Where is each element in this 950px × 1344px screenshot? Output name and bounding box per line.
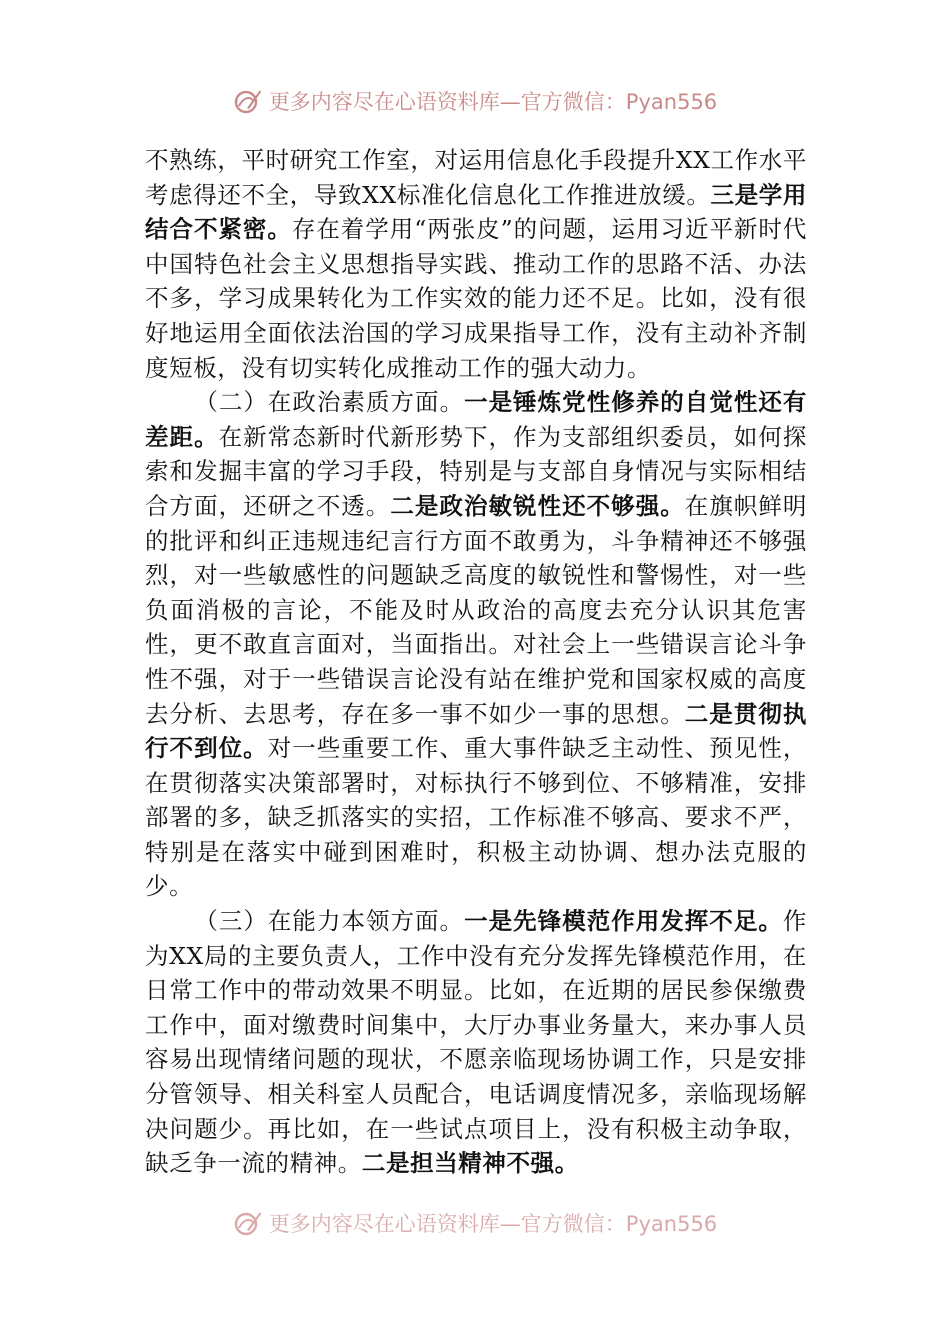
watermark-header [0,86,950,116]
bold-heading: 一是先锋模范作用发挥不足。 [464,907,783,936]
watermark-text: 更多内容尽在心语资料库—官方微信：Pyan556 [268,90,718,114]
text-run: 作为XX局的主要负责人，工作中没有充分发挥先锋模范作用，在日常工作中的带动效果不明显。比如，在近期的居民参保缴费工作中，面对缴费时间集中，大厅办事业务量大，来办事人员容易出现情绪问题的现状，不愿亲临现场协调工作，只是安排分管领导、相关科室人员配合，电话调度情况多，亲临现场解决问题少。再比如，在一些试点项目上，没有积极主动争取，缺乏争一流的精神。 [145,907,807,1178]
text-run: 在新常态新时代新形势下，作为支部组织委员，如何探索和发掘丰富的学习手段，特别是与支部自身情况与实际相结合方面，还研之不透。 [145,422,807,520]
section-heading: （三）在能力本领方面。 [194,907,465,936]
text-run: 对一些重要工作、重大事件缺乏主动性、预见性，在贯彻落实决策部署时，对标执行不够到位、不够精准，安排部署的多，缺乏抓落实的实招，工作标准不够高、要求不严，特别是在落实中碰到困难时，积极主动协调、想办法克服的少。 [145,734,808,901]
document-body [145,143,807,1181]
writing-pen-logo-icon [233,86,263,116]
writing-pen-logo-icon [233,1208,263,1238]
text-run: 不熟练，平时研究工作室，对运用信息化手段提升XX工作水平考虑得还不全，导致XX标准化信息化工作推进放缓。 [145,146,807,209]
paragraph-3 [145,904,807,1181]
text-run: 在旗帜鲜明的批评和纠正违规违纪言行方面不敢勇为，斗争精神还不够强烈，对一些敏感性的问题缺乏高度的敏锐性和警惕性，对一些负面消极的言论，不能及时从政治的高度去充分认识其危害性，更不敢直言面对，当面指出。对社会上一些错误言论斗争性不强，对于一些错误言论没有站在维护党和国家权威的高度去分析、去思考，存在多一事不如少一事的思想。 [145,491,808,728]
bold-heading: 二是贯彻执行不到位。 [145,699,808,763]
watermark-text: 更多内容尽在心语资料库—官方微信：Pyan556 [268,1212,718,1236]
watermark-footer [0,1208,950,1238]
bold-heading: 一是锤炼党性修养的自觉性还有差距。 [145,388,807,451]
bold-heading: 三是学用结合不紧密。 [145,180,808,244]
bold-heading: 二是担当精神不强。 [361,1149,579,1178]
section-heading: （二）在政治素质方面。 [194,388,465,417]
bold-heading: 二是政治敏锐性还不够强。 [390,491,685,520]
paragraph-1 [145,143,807,385]
paragraph-2 [145,385,807,904]
text-run: 存在着学用“两张皮”的问题，运用习近平新时代中国特色社会主义思想指导实践、推动工作的思路不活、办法不多，学习成果转化为工作实效的能力还不足。比如，没有很好地运用全面依法治国的学习成果指导工作，没有主动补齐制度短板，没有切实转化成推动工作的强大动力。 [145,215,807,382]
